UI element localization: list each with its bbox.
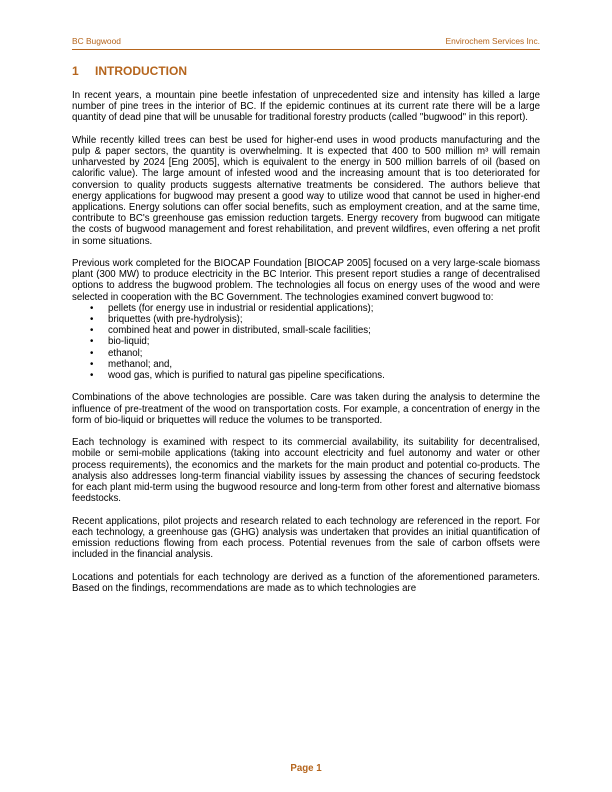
section-title: INTRODUCTION	[95, 64, 187, 78]
section-heading	[72, 64, 187, 79]
list-item: • pellets (for energy use in industrial or residential applications);	[72, 303, 540, 314]
header-left-title: BC Bugwood	[72, 36, 121, 46]
header-right-company: Envirochem Services Inc.	[445, 36, 540, 46]
paragraph-3: Previous work completed for the BIOCAP Foundation [BIOCAP 2005] focused on a very large-scale biomass plant (300 MW) to produce electricity in the BC Interior. This present report studies a range of decentralised options to address the bugwood problem. The technologies all focus on energy uses of the wood and were selected in cooperation with the BC Government. The technologies examined convert bugwood to:	[72, 258, 540, 303]
list-item: • methanol; and,	[72, 359, 540, 370]
section-number: 1	[72, 64, 79, 78]
paragraph-6: Recent applications, pilot projects and research related to each technology are referenced in the report. For each technology, a greenhouse gas (GHG) analysis was undertaken that provides an initial quantification of emission reductions flowing from each process. Potential revenues from the sale of carbon offsets were included in the financial analysis.	[72, 515, 540, 561]
list-item: • combined heat and power in distributed, small-scale facilities;	[72, 325, 540, 336]
technology-list	[72, 303, 540, 381]
paragraph-1: In recent years, a mountain pine beetle infestation of unprecedented size and intensity has killed a large number of pine trees in the interior of BC. If the epidemic continues at its current rate there will be a large quantity of dead pine that will be unusable for traditional forestry products (called "bugwood" in this report).	[72, 90, 540, 124]
paragraph-7: Locations and potentials for each technology are derived as a function of the aforementioned parameters. Based on the findings, recommendations are made as to which technologies are	[72, 571, 540, 594]
list-item: • bio-liquid;	[72, 336, 540, 347]
page-header	[72, 36, 540, 50]
list-item: • briquettes (with pre-hydrolysis);	[72, 314, 540, 325]
paragraph-2: While recently killed trees can best be used for higher-end uses in wood products manufacturing and the pulp & paper sectors, the quantity is overwhelming. It is expected that 400 to 500 million m³ will remain unharvested by 2024 [Eng 2005], which is equivalent to the energy in 500 million barrels of oil (based on calorific value). The large amount of infested wood and the increasing amount that is too deteriorated for conversion to quality products suggests alternative treatments be considered. The authors believe that energy applications for bugwood may present a good way to utilize wood that cannot be used in higher-end applications. Energy solutions can offer social benefits, such as employment creation, and at the same time, contribute to BC's greenhouse gas emission reduction targets. Energy recovery from bugwood can mitigate the costs of bugwood management and forest rehabilitation, and prevent wildfires, even offering a net profit in some situations.	[72, 134, 540, 247]
list-item: • wood gas, which is purified to natural gas pipeline specifications.	[72, 370, 540, 381]
paragraph-4: Combinations of the above technologies are possible. Care was taken during the analysis to determine the influence of pre-treatment of the wood on transportation costs. For example, a concentration of energy in the form of bio-liquid or briquettes will reduce the volumes to be transported.	[72, 392, 540, 426]
page-number: Page 1	[290, 763, 322, 774]
list-item: • ethanol;	[72, 348, 540, 359]
document-body	[72, 90, 540, 594]
paragraph-5: Each technology is examined with respect to its commercial availability, its suitability for decentralised, mobile or semi-mobile applications (taking into account electricity and fuel autonomy and water or other process requirements), the economics and the markets for the main product and potential co-products. The analysis also addresses long-term financial viability issues by assessing the chances of securing feedstock for each plant mid-term using the bugwood resource and long-term from other forest and alternative biomass feedstocks.	[72, 437, 540, 505]
